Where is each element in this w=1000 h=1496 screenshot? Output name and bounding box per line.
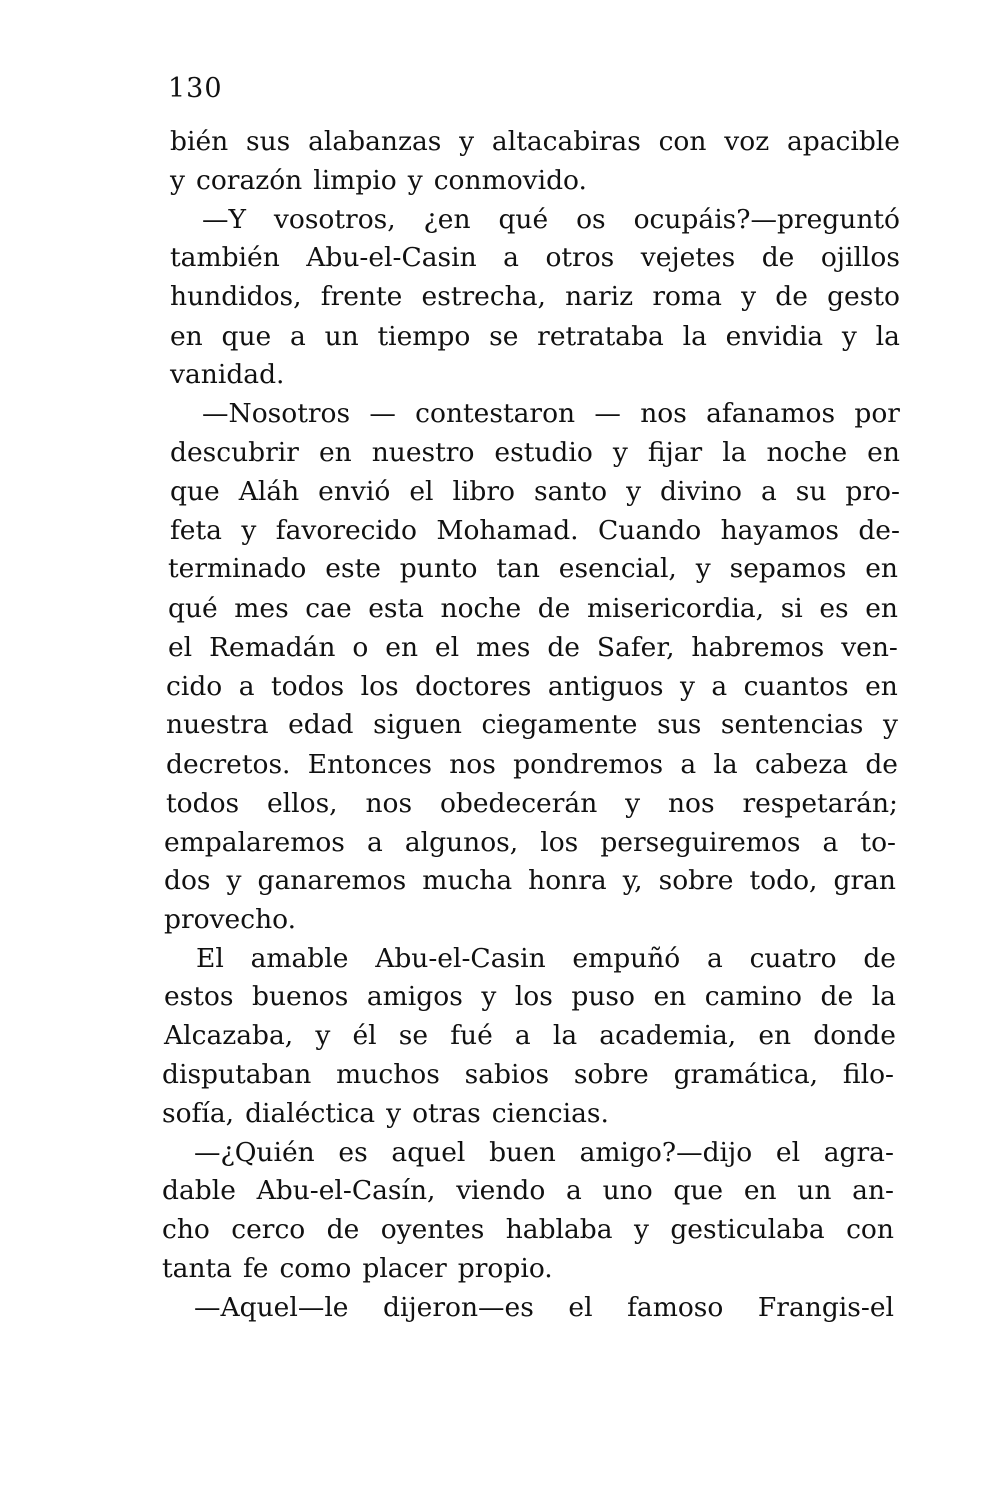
text-line: terminado este punto tan esencial, y sepamos en <box>168 553 898 584</box>
text-line: cho cerco de oyentes hablaba y gesticulaba con <box>162 1214 894 1245</box>
text-line: empalaremos a algunos, los perseguiremos a to- <box>164 827 896 858</box>
text-line: disputaban muchos sabios sobre gramática, filo- <box>162 1059 894 1090</box>
text-line: —Nosotros — contestaron — nos afanamos por <box>202 398 900 429</box>
text-line: decretos. Entonces nos pondremos a la cabeza de <box>166 749 898 780</box>
text-line: —Aquel—le dijeron—es el famoso Frangis-el <box>194 1292 894 1323</box>
text-line: qué mes cae esta noche de misericordia, si es en <box>168 593 898 624</box>
text-line: tanta fe como placer propio. <box>162 1253 553 1284</box>
text-line: cido a todos los doctores antiguos y a cuantos en <box>166 671 898 702</box>
text-line: todos ellos, nos obedecerán y nos respetarán; <box>166 788 898 819</box>
text-line: bién sus alabanzas y altacabiras con voz apacible <box>170 126 900 157</box>
text-line: y corazón limpio y conmovido. <box>170 165 587 196</box>
text-line: también Abu-el-Casin a otros vejetes de ojillos <box>170 242 900 273</box>
text-line: feta y favorecido Mohamad. Cuando hayamos de- <box>170 515 900 546</box>
page-number: 130 <box>168 73 223 104</box>
text-line: provecho. <box>164 904 297 935</box>
text-line: vanidad. <box>170 359 285 390</box>
text-line: Alcazaba, y él se fué a la academia, en donde <box>164 1020 896 1051</box>
text-line: El amable Abu-el-Casin empuñó a cuatro de <box>196 943 896 974</box>
text-line: —¿Quién es aquel buen amigo?—dijo el agra- <box>194 1137 894 1168</box>
text-line: sofía, dialéctica y otras ciencias. <box>162 1098 609 1129</box>
text-line: estos buenos amigos y los puso en camino de la <box>164 981 896 1012</box>
text-line: descubrir en nuestro estudio y fijar la noche en <box>170 437 900 468</box>
text-line: en que a un tiempo se retrataba la envidia y la <box>170 321 900 352</box>
text-line: nuestra edad siguen ciegamente sus sentencias y <box>166 709 898 740</box>
text-line: el Remadán o en el mes de Safer, habremos ven- <box>168 632 898 663</box>
text-line: dable Abu-el-Casín, viendo a uno que en un an- <box>162 1175 894 1206</box>
text-line: dos y ganaremos mucha honra y, sobre todo, gran <box>164 865 896 896</box>
text-line: que Aláh envió el libro santo y divino a su pro- <box>170 476 900 507</box>
text-line: hundidos, frente estrecha, nariz roma y de gesto <box>170 281 900 312</box>
text-line: —Y vosotros, ¿en qué os ocupáis?—preguntó <box>202 204 900 235</box>
